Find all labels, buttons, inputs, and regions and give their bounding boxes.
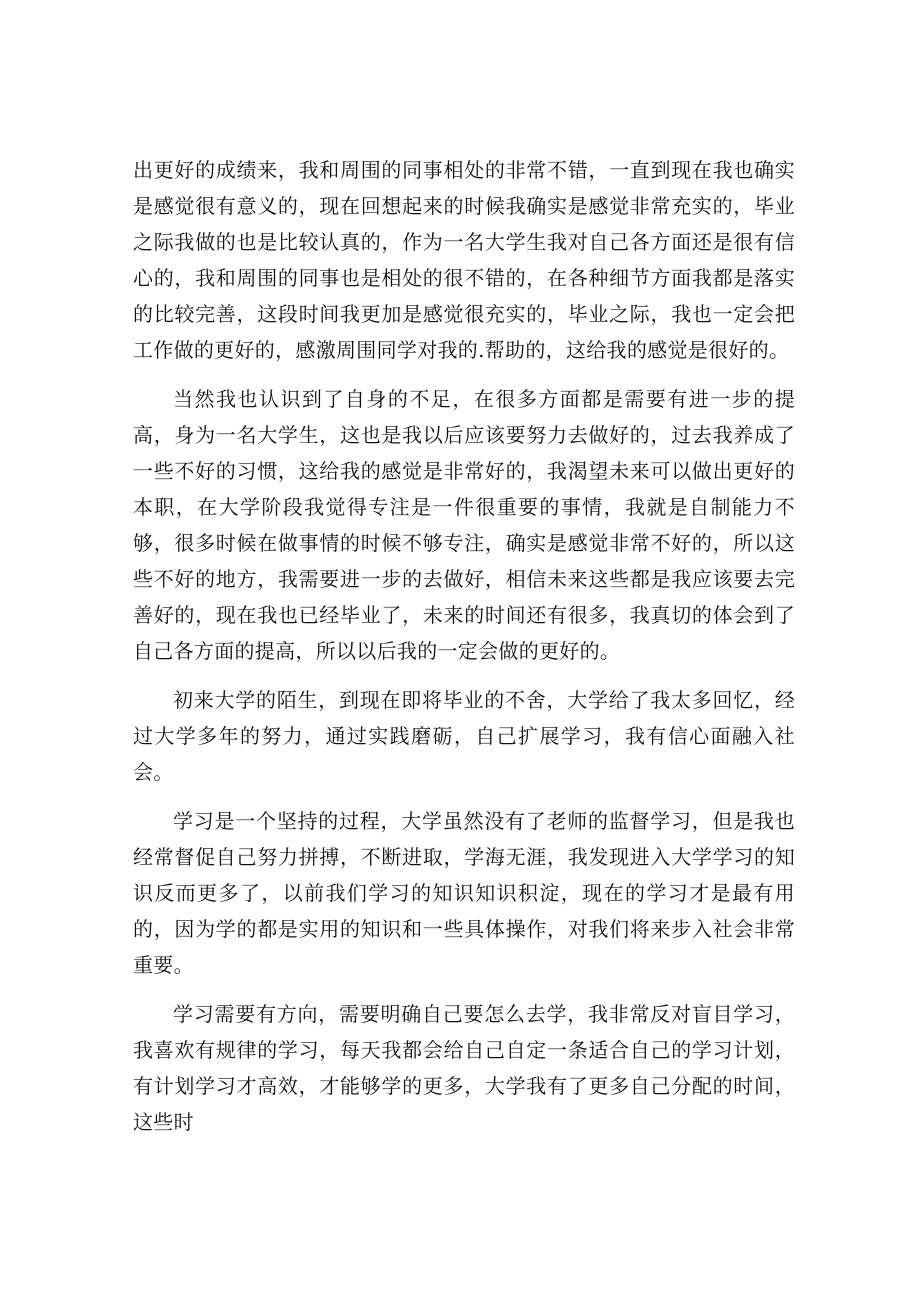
paragraph-3: 初来大学的陌生，到现在即将毕业的不舍，大学给了我太多回忆，经过大学多年的努力，通过实践磨砺，自己扩展学习，我有信心面融入社会。	[133, 688, 795, 784]
paragraph-4: 学习是一个坚持的过程，大学虽然没有了老师的监督学习，但是我也经常督促自己努力拼搏，不断进取，学海无涯，我发现进入大学学习的知识反而更多了，以前我们学习的知识知识积淀，现在的学习才是最有用的，因为学的都是实用的知识和一些具体操作，对我们将来步入社会非常重要。	[133, 809, 795, 977]
paragraph-5: 学习需要有方向，需要明确自己要怎么去学，我非常反对盲目学习，我喜欢有规律的学习，每天我都会给自己自定一条适合自己的学习计划，有计划学习才高效，才能够学的更多，大学我有了更多自己分配的时间，这些时	[133, 1002, 795, 1134]
paragraph-2: 当然我也认识到了自身的不足，在很多方面都是需要有进一步的提高，身为一名大学生，这也是我以后应该要努力去做好的，过去我养成了一些不好的习惯，这给我的感觉是非常好的，我渴望未来可以做出更好的本职，在大学阶段我觉得专注是一件很重要的事情，我就是自制能力不够，很多时候在做事情的时候不够专注，确实是感觉非常不好的，所以这些不好的地方，我需要进一步的去做好，相信未来这些都是我应该要去完善好的，现在我也已经毕业了，未来的时间还有很多，我真切的体会到了自己各方面的提高，所以以后我的一定会做的更好的。	[133, 387, 795, 663]
document-body	[133, 152, 795, 1140]
paragraph-1: 出更好的成绩来，我和周围的同事相处的非常不错，一直到现在我也确实是感觉很有意义的，现在回想起来的时候我确实是感觉非常充实的，毕业之际我做的也是比较认真的，作为一名大学生我对自己各方面还是很有信心的，我和周围的同事也是相处的很不错的，在各种细节方面我都是落实的比较完善，这段时间我更加是感觉很充实的，毕业之际，我也一定会把工作做的更好的，感激周围同学对我的.帮助的，这给我的感觉是很好的。	[133, 158, 795, 362]
